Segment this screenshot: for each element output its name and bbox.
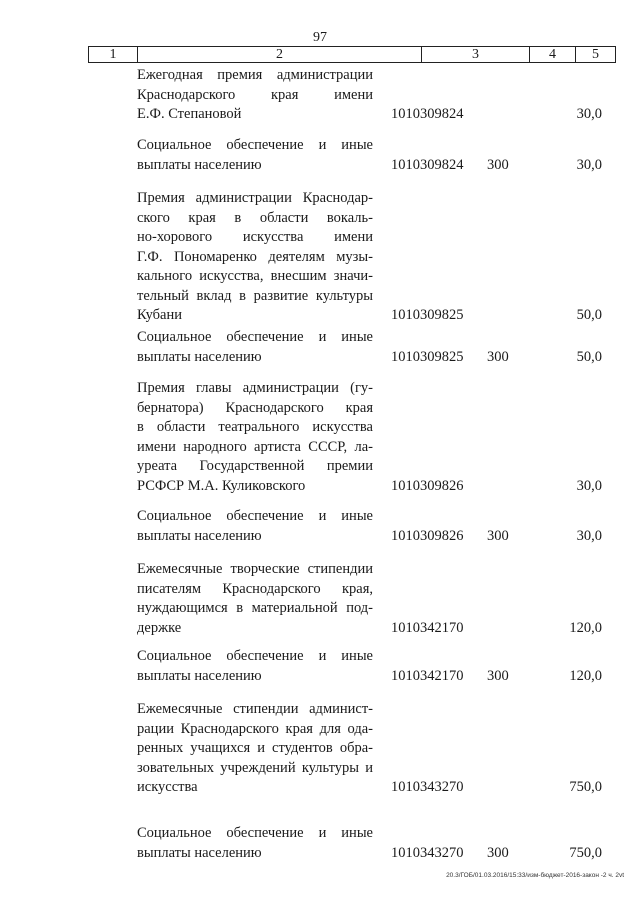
row-amount: 50,0 bbox=[576, 348, 602, 365]
description-line: Е.Ф. Степановой bbox=[137, 106, 242, 122]
row-expense-type: 300 bbox=[487, 156, 509, 173]
row-code: 1010309824 bbox=[391, 156, 464, 173]
row-description bbox=[137, 647, 373, 686]
description-line: писателям Краснодарского края, bbox=[137, 580, 373, 597]
row-expense-type: 300 bbox=[487, 348, 509, 365]
description-line: выплаты населению bbox=[137, 527, 262, 544]
description-line: тельный вклад в развитие культуры bbox=[137, 287, 373, 304]
row-amount: 750,0 bbox=[569, 844, 602, 861]
row-code: 1010309826 bbox=[391, 477, 464, 494]
description-line: Социальное обеспечение и иные bbox=[137, 508, 373, 524]
description-line: кального искусства, внесшим значи- bbox=[137, 268, 373, 284]
row-description bbox=[137, 379, 373, 496]
row-amount: 30,0 bbox=[576, 156, 602, 173]
description-line: Кубани bbox=[137, 307, 182, 323]
description-line: Краснодарского края имени bbox=[137, 86, 373, 103]
row-description bbox=[137, 328, 373, 367]
column-header-3: 3 bbox=[422, 47, 530, 62]
row-description bbox=[137, 189, 373, 326]
footer-stamp: 20.3/ГОБ/01.03.2016/15:33/изм-бюджет-2016-закон -2 ч. 2vt bbox=[446, 872, 624, 879]
row-code: 1010343270 bbox=[391, 844, 464, 861]
description-line: имени народного артиста СССР, ла- bbox=[137, 438, 373, 455]
description-line: ского края в области вокаль- bbox=[137, 209, 373, 226]
row-description bbox=[137, 136, 373, 175]
description-line: Социальное обеспечение и иные bbox=[137, 648, 373, 664]
row-amount: 120,0 bbox=[569, 667, 602, 684]
description-line: нуждающимся в материальной под- bbox=[137, 600, 373, 616]
description-line: зовательных учреждений культуры и bbox=[137, 759, 373, 776]
row-code: 1010342170 bbox=[391, 667, 464, 684]
row-code: 1010309824 bbox=[391, 106, 464, 122]
description-line: Г.Ф. Пономаренко деятелям музы- bbox=[137, 248, 373, 265]
row-amount: 30,0 bbox=[576, 527, 602, 544]
description-line: Премия главы администрации (гу- bbox=[137, 380, 373, 396]
description-line: искусства bbox=[137, 779, 198, 795]
row-code: 1010342170 bbox=[391, 619, 464, 636]
row-code: 1010309825 bbox=[391, 307, 464, 323]
description-line: бернатора) Краснодарского края bbox=[137, 399, 373, 416]
description-line: Ежемесячные творческие стипендии bbox=[137, 561, 373, 577]
description-line: выплаты населению bbox=[137, 667, 262, 684]
row-amount: 30,0 bbox=[576, 477, 602, 494]
row-amount: 120,0 bbox=[569, 619, 602, 636]
description-line: выплаты населению bbox=[137, 844, 262, 861]
row-amount: 750,0 bbox=[569, 779, 602, 795]
description-line: Премия администрации Краснодар- bbox=[137, 190, 373, 206]
description-line: Социальное обеспечение и иные bbox=[137, 137, 373, 153]
column-header-1: 1 bbox=[89, 47, 138, 62]
description-line: уреата Государственной премии bbox=[137, 458, 373, 474]
description-line: Ежегодная премия администрации bbox=[137, 67, 373, 83]
row-description bbox=[137, 560, 373, 638]
description-line: РСФСР М.А. Куликовского bbox=[137, 477, 306, 494]
column-header-2: 2 bbox=[138, 47, 422, 62]
column-header-5: 5 bbox=[592, 46, 599, 62]
description-line: но-хорового искусства имени bbox=[137, 229, 373, 245]
row-code: 1010343270 bbox=[391, 779, 464, 795]
row-expense-type: 300 bbox=[487, 667, 509, 684]
row-description bbox=[137, 824, 373, 863]
row-expense-type: 300 bbox=[487, 844, 509, 861]
description-line: рации Краснодарского края для ода- bbox=[137, 720, 373, 737]
row-amount: 50,0 bbox=[576, 307, 602, 323]
description-line: ренных учащихся и студентов обра- bbox=[137, 740, 373, 756]
description-line: в области театрального искусства bbox=[137, 419, 373, 435]
description-line: Ежемесячные стипендии админист- bbox=[137, 701, 373, 717]
row-description bbox=[137, 507, 373, 546]
description-line: Социальное обеспечение и иные bbox=[137, 825, 373, 841]
row-amount: 30,0 bbox=[576, 106, 602, 122]
page-number: 97 bbox=[313, 30, 327, 45]
row-expense-type: 300 bbox=[487, 527, 509, 544]
description-line: выплаты населению bbox=[137, 156, 262, 173]
description-line: выплаты населению bbox=[137, 348, 262, 365]
row-description bbox=[137, 66, 373, 125]
row-description bbox=[137, 700, 373, 798]
description-line: держке bbox=[137, 619, 182, 636]
column-header-4: 4 bbox=[530, 47, 576, 62]
row-code: 1010309826 bbox=[391, 527, 464, 544]
description-line: Социальное обеспечение и иные bbox=[137, 329, 373, 345]
row-code: 1010309825 bbox=[391, 348, 464, 365]
